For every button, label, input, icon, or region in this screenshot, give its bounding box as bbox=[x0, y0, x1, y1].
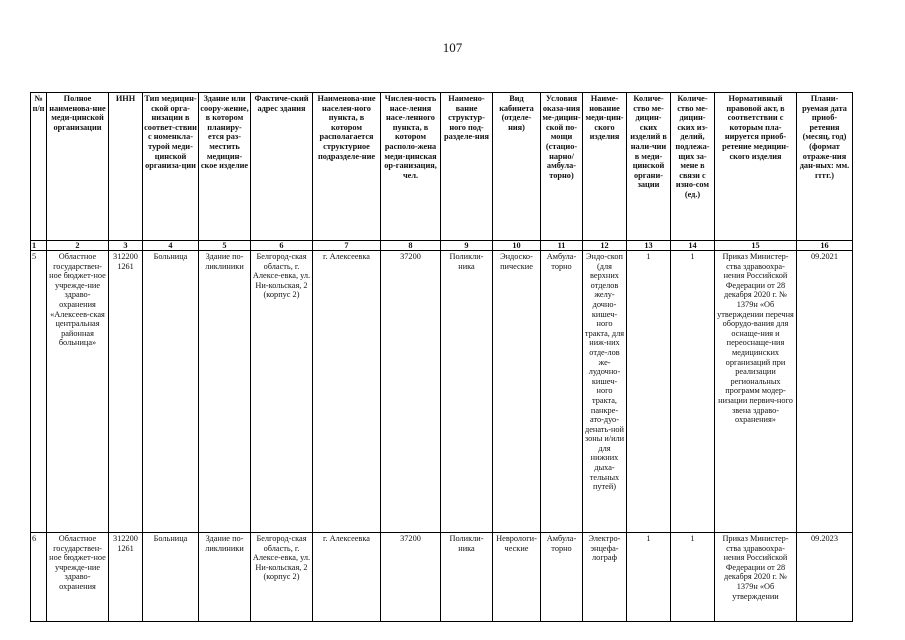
column-number: 5 bbox=[199, 241, 251, 251]
cell-inn: 312200 1261 bbox=[109, 251, 143, 533]
cell-building: Здание по-ликлиники bbox=[199, 533, 251, 622]
column-number-row bbox=[31, 241, 853, 251]
cell-number: 5 bbox=[31, 251, 47, 533]
column-number: 6 bbox=[251, 241, 313, 251]
column-number: 12 bbox=[583, 241, 627, 251]
header-cell: Наименова-ние населен-ного пункта, в котором располагается структурное подразделе-ние bbox=[313, 93, 381, 241]
table-row bbox=[31, 251, 853, 533]
column-number: 14 bbox=[671, 241, 715, 251]
column-number: 16 bbox=[797, 241, 853, 251]
cell-devices-to-replace: 1 bbox=[671, 533, 715, 622]
cell-cabinet-type: Неврологи-ческие bbox=[493, 533, 541, 622]
header-cell: Плани-руемая дата приоб-ретения (месяц, год) (формат отраже-ния дан-ных: мм. гггг.) bbox=[797, 93, 853, 241]
equipment-table bbox=[30, 92, 853, 622]
cell-conditions: Амбула-торно bbox=[541, 533, 583, 622]
header-cell: Числен-ность насе-ления насе-ленного пункта, в котором располо-жена меди-цинская ор-ганизация, чел. bbox=[381, 93, 441, 241]
header-cell: Наимено-вание структур-ного под-разделе-ния bbox=[441, 93, 493, 241]
cell-org-type: Больница bbox=[143, 251, 199, 533]
cell-address: Белгород-ская область, г. Алексе-евка, ул. Ни-кольская, 2 (корпус 2) bbox=[251, 251, 313, 533]
cell-settlement: г. Алексеевка bbox=[313, 533, 381, 622]
cell-devices-to-replace: 1 bbox=[671, 251, 715, 533]
cell-settlement: г. Алексеевка bbox=[313, 251, 381, 533]
header-cell: Здание или соору-жение, в котором планиру-ется раз-местить медицин-ское изделие bbox=[199, 93, 251, 241]
column-number: 4 bbox=[143, 241, 199, 251]
table-row bbox=[31, 533, 853, 622]
cell-organization: Областное государствен-ное бюджет-ное учрежде-ние здраво-охранения bbox=[47, 533, 109, 622]
header-cell: Фактиче-ский адрес здания bbox=[251, 93, 313, 241]
header-cell: Нормативный правовой акт, в соответствии с которым пла-нируется приоб-ретение медицин-ского изделия bbox=[715, 93, 797, 241]
cell-population: 37200 bbox=[381, 251, 441, 533]
cell-device-name: Электро-энцефа-лограф bbox=[583, 533, 627, 622]
cell-legal-act: Приказ Министер-ства здравоохра-нения Российской Федерации от 28 декабря 2020 г. № 1379н «Об утверждении перечня оборудо-вания для оснаще-ния и переоснаще-ния медицинских организаций при реализации региональных программ модер-низации первич-ного звена здраво-охранения» bbox=[715, 251, 797, 533]
header-cell: № п/п bbox=[31, 93, 47, 241]
cell-population: 37200 bbox=[381, 533, 441, 622]
header-cell: Количе-ство ме-дицин-ских изделий в нали-чии в меди-цинской органи-зации bbox=[627, 93, 671, 241]
cell-conditions: Амбула-торно bbox=[541, 251, 583, 533]
page-number: 107 bbox=[442, 40, 463, 55]
header-row bbox=[31, 93, 853, 241]
cell-purchase-date: 09.2023 bbox=[797, 533, 853, 622]
column-number: 11 bbox=[541, 241, 583, 251]
cell-purchase-date: 09.2021 bbox=[797, 251, 853, 533]
header-cell: Количе-ство ме-дицин-ских из-делий, подлежа-щих за-мене в связи с изно-сом (ед.) bbox=[671, 93, 715, 241]
cell-devices-available: 1 bbox=[627, 251, 671, 533]
cell-cabinet-type: Эндоско-пические bbox=[493, 251, 541, 533]
cell-address: Белгород-ская область, г. Алексе-евка, ул. Ни-кольская, 2 (корпус 2) bbox=[251, 533, 313, 622]
cell-unit: Поликли-ника bbox=[441, 251, 493, 533]
header-cell: ИНН bbox=[109, 93, 143, 241]
column-number: 1 bbox=[31, 241, 47, 251]
cell-inn: 312200 1261 bbox=[109, 533, 143, 622]
column-number: 8 bbox=[381, 241, 441, 251]
header-cell: Вид кабинета (отделе-ния) bbox=[493, 93, 541, 241]
column-number: 10 bbox=[493, 241, 541, 251]
column-number: 3 bbox=[109, 241, 143, 251]
column-number: 15 bbox=[715, 241, 797, 251]
cell-organization: Областное государствен-ное бюджет-ное учрежде-ние здраво-охранения «Алексеев-ская центральная районная больница» bbox=[47, 251, 109, 533]
cell-device-name: Эндо-скоп (для верхних отделов желу-дочно-кишеч-ного тракта, для ниж-них отде-лов же-лудочно-кишеч-ного тракта, панкре-ато-дуо-денать-ной зоны и/или для нижних дыха-тельных путей) bbox=[583, 251, 627, 533]
column-number: 13 bbox=[627, 241, 671, 251]
cell-legal-act: Приказ Министер-ства здравоохра-нения Российской Федерации от 28 декабря 2020 г. № 1379н «Об утверждении bbox=[715, 533, 797, 622]
cell-org-type: Больница bbox=[143, 533, 199, 622]
cell-devices-available: 1 bbox=[627, 533, 671, 622]
header-cell: Наиме-нование меди-цин-ского изделия bbox=[583, 93, 627, 241]
header-cell: Полное наименова-ние меди-цинской организации bbox=[47, 93, 109, 241]
column-number: 7 bbox=[313, 241, 381, 251]
cell-unit: Поликли-ника bbox=[441, 533, 493, 622]
cell-number: 6 bbox=[31, 533, 47, 622]
header-cell: Условия оказа-ния ме-дицин-ской по-мощи (стацио-нарно/ амбула-торно) bbox=[541, 93, 583, 241]
header-cell: Тип медицин-ской орга-низации в соответ-ствии с номенкла-турой меди-цинской организа-ции bbox=[143, 93, 199, 241]
column-number: 2 bbox=[47, 241, 109, 251]
column-number: 9 bbox=[441, 241, 493, 251]
cell-building: Здание по-ликлиники bbox=[199, 251, 251, 533]
